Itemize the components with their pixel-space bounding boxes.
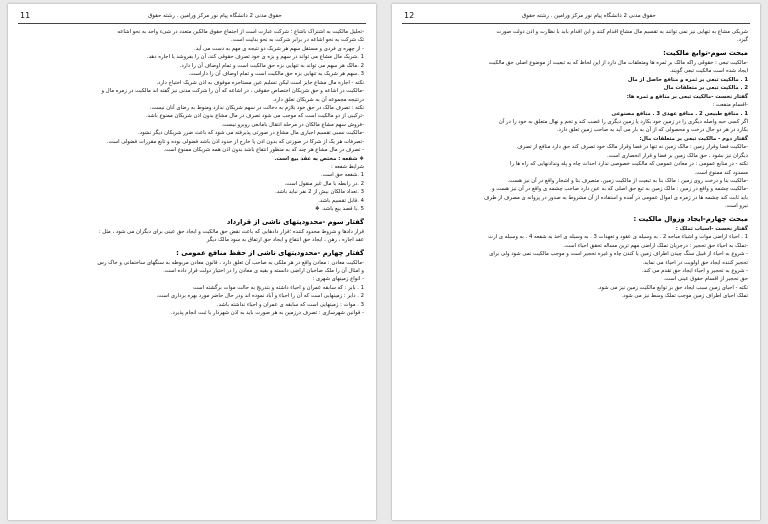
text-line: - انواع زمینهای شهری :: [312, 276, 364, 283]
text-line: تحجیر کننده ایجاد حق اولویت در احیاء می نماید.: [642, 259, 748, 266]
text-line: -مالکیت معادن : معادن واقع در هر ملکی به صاحب آن تعلق دارد ، قانون معادن مربوطه به سنگهای ساختمانی و خاک رس: [97, 259, 364, 266]
section-heading: گفتار سوم -محدودیتهای ناشی از قرارداد: [226, 217, 364, 226]
page-number: 12: [404, 11, 415, 20]
text-line: نکته - در منابع عمومی : در معادن عمومی که مالکیت خصوصی ندارد احداث چاه و پله وندادنهایی که راه ها را: [510, 161, 748, 168]
text-line: -مالکیت فضا وقرار زمین : مالک زمین نه تنها در فضا وقرار مالک خود تصرف کند حق دارد منافع از تصرف: [517, 144, 748, 151]
text-line: دیگران نیز بشود ، حق مالک زمین بر فضا و قرار انحصاری است.: [606, 152, 748, 159]
text-line: گفتار نخست -مالکیت تبعی بر منافع و ثمره ها:: [626, 93, 748, 100]
text-line: تک شرکت به نحو اشاعه در برابر شرکت به نحو بدلیت است.: [231, 37, 364, 44]
text-line: نکته - احیای زمین سبب ایجاد حق بر توابع مالکیت زمین نیز می شود.: [597, 284, 748, 291]
text-line: -مالکیت چشمه و واقع در زمین : مالک زمین به تبع حق اصلی که به عین دارد صاحب چشمه ی واقع در آن نیز هست و: [491, 186, 748, 193]
text-line: شریکی مشاع به تنهایی نیز نمی توانند به تقسیم مال مشاع اقدام کنند و این اقدام باید با نظارت و اذن دولت صورت: [496, 29, 748, 35]
text-line: درنتیجه مجموعه آن به شریکان تعلق دارد.: [272, 96, 364, 103]
text-line: 3 . موات : زمینهایی است که سابقه ی عمران و احیاء نداشته باشد.: [216, 301, 364, 308]
text-line: بکارد در هر دو حال درخت و محصولی که از آن به بار می آید به صاحب زمین تعلق دارد.: [556, 127, 748, 134]
text-line: 3 .سهم هر شریک به تنهایی بزه حق مالکیت است و تمام اوصاف آن را داراست.: [188, 71, 364, 78]
text-line: - از چهره ی فردی و مستقل سهم هر شریک دو نتیجه ی مهم به دست می آید.: [194, 45, 364, 52]
text-line: 1 . مالکیت تبعی بر ثمره و منافع حاصل از مال: [627, 76, 748, 83]
text-line: 1 .شریک مال مشاع می تواند در سهم و بزه ی خود تصرف حقوقی کند، آن را بفروشد یا اجاره دهد.: [146, 54, 364, 61]
text-line: حق تحجیر از اقسام حقوق عینی است.: [663, 276, 748, 283]
page-body: [20, 28, 364, 514]
text-line: - تصرف در مال مشاع هر چند که به منظور انتفاع باشد بدون اذن همه شریکان ممنوع است.: [163, 147, 364, 154]
text-line: ایجاد شده است مالکیت تبعی گویند.: [669, 68, 748, 75]
page-body: [404, 28, 748, 514]
text-line: گفتار دوم - مالکیت تبعی بر متعلقات مال:: [639, 135, 748, 142]
text-line: باید ثابت کند چشمه ها در زمره ی اموال عمومی در آمده و استفاده از آن مشروط به صدور در پروانه ی مصرف از طرف: [483, 194, 748, 201]
page-header: [18, 11, 366, 24]
text-line: گفتار نخست -اسباب تملک :: [675, 225, 748, 232]
text-line: 2 . مالکیت تبعی بر متعلقات مال: [663, 85, 748, 92]
text-line: قرار دادها و شروط محدود کننده ؛قرار دادهایی که باعث نقض حق مالکیت و ایجاد حق عینی برای دیگران می شود ، مثل :: [98, 228, 364, 235]
text-line: 3 .تعداد مالکان بیش از 2 نفر نباید باشد.: [275, 189, 364, 196]
text-line: 1 . بایر : که سابقه عمران و احیاء داشته و بتدریج به حالت موات برگشته است: [192, 284, 364, 291]
text-line: گیرد.: [736, 37, 748, 44]
text-line: - قوانین شهرسازی : تصرف درزمین به هر صورت باید به اذن شهردار یا ثبت انجام پذیرد.: [170, 310, 364, 317]
page-number: 11: [20, 11, 31, 20]
text-line: و امثال آن را ملک صاحبان اراضی دانسته و بقیه ی معادن را در اختیار دولت قرار داده است.: [163, 267, 364, 274]
section-heading: گفتار چهارم -محدودیتهای ناشی از حفظ منافع عمومی :: [176, 248, 364, 257]
text-line: تملک احیای اطراف زمین موجب تملک وسط نیز می شود.: [621, 293, 748, 300]
text-line: - شروع به تحجیر و احیاء ایجاد حق تقدم می کند.: [641, 267, 748, 274]
text-line: -تحلیل مالکیت به اشتراک باشاع ؛ شرکت عبارت است از اجتماع حقوق مالکین متعدد در شیء واحد به نحو اشاعه: [117, 29, 364, 35]
text-line: 1 . منافع طبیعی 2 . منافع عهدی 3 . منافع مصنوعی: [611, 110, 748, 117]
text-line: 2 . دایر : زمینهایی است که آن را احیاء و آباد نموده اند ودر حال حاضر مورد بهره برداری است.: [156, 293, 364, 300]
text-line: 2 .در رابطه با مال غیر منقول است.: [284, 180, 364, 187]
text-line: نکته : تصرف مالک در حق خود بلازم به دخالت در سهم شریکان ندارد ومنوط به رضای آنان نیست.: [149, 104, 364, 111]
section-heading: مبحث چهارم-ایجاد وزوال مالکیت :: [633, 214, 748, 223]
header-title: حقوق مدنی 2 دانشگاه پیام نور مرکز ورامین . رشته حقوق: [522, 13, 656, 19]
text-line: 5 .با قصد بیع باشد. ❖: [314, 206, 364, 213]
text-line: نکته - اجاره مال مشاع جایز است لیکن تسلیم عین مستاجره موقوف به اذن شریک احتیاج دارد.: [156, 79, 364, 86]
text-line: -مالکیت نسبی تقسیم اجباری مال مشاع در صورتی پذیرفته می شود که باعث ضرر شریکان دیگر نشود.: [138, 130, 364, 137]
text-line: عقد اجاره ، رهن ، ایجاد حق انتفاع و ایجاد حق ارتفاق به سود مالک دیگر: [206, 237, 364, 244]
text-line: -فروش سهم مشاع مالکان در مرحله انتقال بامانعی روبرو نیست.: [221, 121, 364, 128]
text-line: نیرو است.: [724, 203, 748, 210]
text-line: 4 .قابل تقسیم باشد.: [318, 197, 364, 204]
text-line: 2 .مالک هر سهم می تواند به تنهایی بزه حق مالکیت است و تمام اوصاف آن را دارد.: [179, 62, 364, 69]
text-line: اگر کسی حیه واصله دیگری را در زمین خود بکارد یا زمین دیگری را غصب کند و تخم و نهال متعلق به خود را در آن: [498, 118, 748, 125]
text-line: - شروع به احیاء از قبیل سنگ چیدن اطراف زمین یا کندن چاه و غیره تحجیر است و موجب مالکیت نمی شود ولی برای: [489, 251, 748, 258]
text-line: 1 . احیاء اراضی موات و اشیاء مباحه 2 . به وسیله ی عقود و تعهدات 3 . به وسیله ی اخذ به شفعه 4 . به وسیله ی ارث: [488, 234, 748, 241]
text-line: -ترکیبی از دو مالکیت است که موجب می شود تصرف در مال مشاع بدون اذن شریکان ممنوع باشد.: [145, 113, 364, 120]
header-title: حقوق مدنی 2 دانشگاه پیام نور مرکز ورامین . رشته حقوق: [148, 13, 282, 19]
left-page: [8, 4, 376, 520]
text-line: ❖ شفعه : مختص به عقد بیع است.: [274, 155, 364, 162]
text-line: مسدود کند ممنوع است.: [694, 169, 748, 176]
text-line: -تصرفات هر یک از شرکا در صورتی که بدون اذن یا خارج از حدود اذن باشد فضولی بوده و تابع مقررات فضولی است.: [106, 138, 364, 145]
text-line: 1 .شفعه حق است.: [320, 172, 364, 179]
text-line: -مالکیت بنا و درخت روی زمین : مالک بنا به تبعیت از مالکیت زمین، متصرف بنا و اشجار واقع در آن نیز هست.: [507, 178, 748, 184]
text-line: شرایط شفعه :: [331, 164, 364, 170]
page-header: [402, 11, 750, 24]
text-line: -تملک به احیاء حق تحجیر : درجریان تملک اراضی مهم ترین مساله تحقق احیاء است.: [563, 242, 748, 249]
section-heading: مبحث سوم-توابع مالکیت:: [663, 48, 748, 57]
right-page: [392, 4, 760, 520]
text-line: -مالکیت تبعی : حقوقی راکه مالک بر ثمره ها ومتعلقات مال دارد از این لحاظ که به تبعیت از موضوع اصلی حق مالکیت: [488, 59, 748, 66]
text-line: -اقسام منفعت :: [712, 102, 748, 109]
text-line: -مالکیت در اشاعه و حق شریکان اختصاص حقوقی ، در اشاعه که آن را شرکت مدنی نیز گفته اند مالکیت در زمره مال و: [101, 88, 364, 95]
